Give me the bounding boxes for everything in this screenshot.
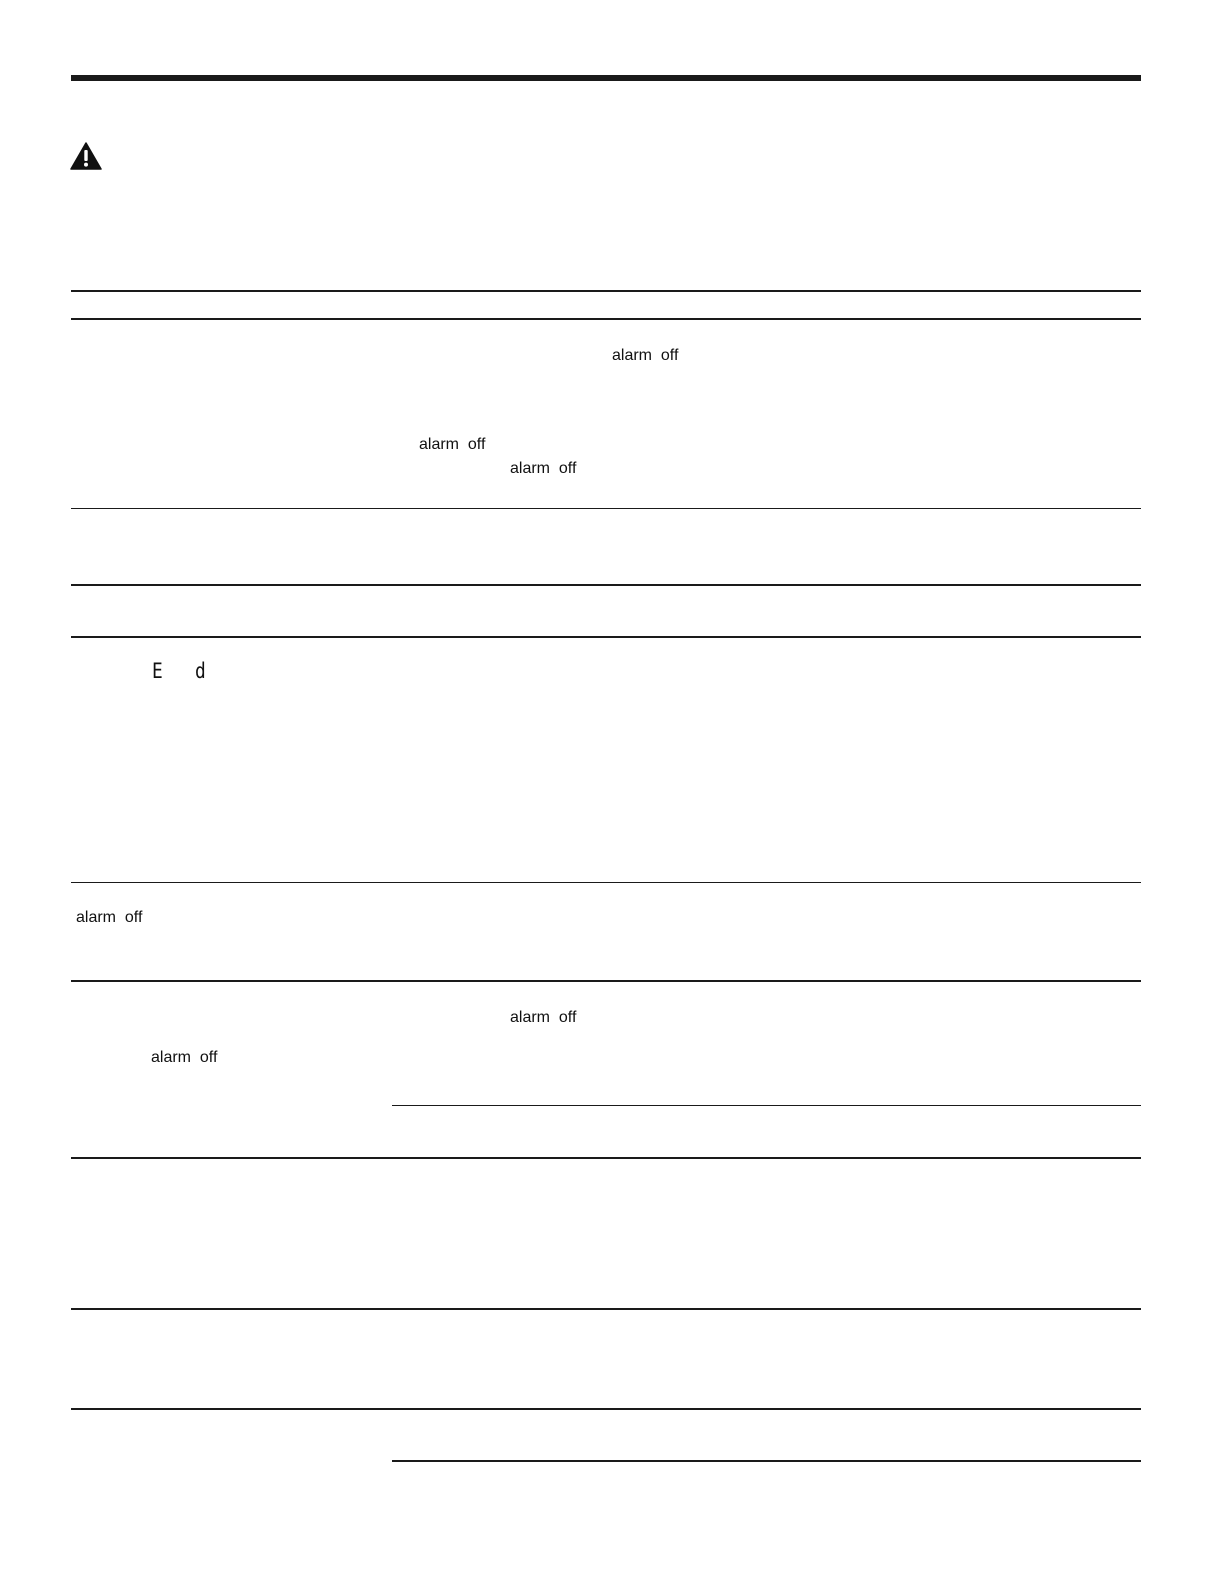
- table-top-rule: [71, 290, 1141, 292]
- table-row-divider: [71, 508, 1141, 509]
- header-rule: [71, 75, 1141, 81]
- table-header-rule: [71, 318, 1141, 320]
- alarm-off-label: alarm off: [510, 1009, 577, 1026]
- alarm-off-label: alarm off: [510, 460, 577, 477]
- table-row-divider: [71, 1157, 1141, 1159]
- table-subrow-divider: [392, 1460, 1141, 1462]
- table-row-divider: [71, 980, 1141, 982]
- table-row-divider: [71, 584, 1141, 586]
- table-row-divider: [71, 1308, 1141, 1310]
- alarm-off-label: alarm off: [612, 347, 679, 364]
- table-row-divider: [71, 636, 1141, 638]
- warning-triangle-icon: [70, 142, 102, 170]
- table-row-divider: [71, 882, 1141, 883]
- table-subrow-divider: [392, 1105, 1141, 1106]
- alarm-off-label: alarm off: [76, 909, 143, 926]
- alarm-off-label: alarm off: [151, 1049, 218, 1066]
- display-code: E d: [152, 659, 206, 683]
- alarm-off-label: alarm off: [419, 436, 486, 453]
- table-row-divider: [71, 1408, 1141, 1410]
